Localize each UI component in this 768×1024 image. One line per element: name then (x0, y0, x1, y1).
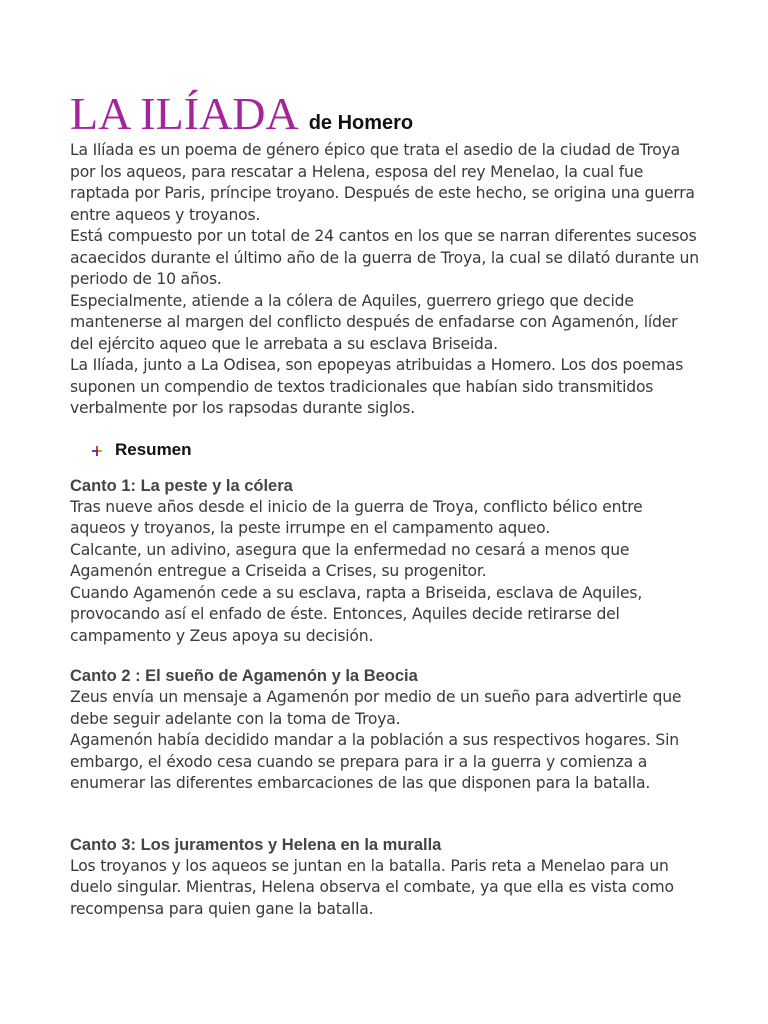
intro-paragraph: La Ilíada, junto a La Odisea, son epopeyas atribuidas a Homero. Los dos poemas suponen un compendio de textos tradicionales que habían sido transmitidos verbalmente por los rapsodas durante siglos. (70, 356, 684, 417)
canto-heading: Canto 1: La peste y la cólera (70, 476, 293, 495)
resumen-label: Resumen (115, 439, 192, 459)
intro-paragraph: Está compuesto por un total de 24 cantos en los que se narran diferentes sucesos acaecidos durante el último año de la guerra de Troya, la cual se dilató durante un periodo de 10 años. (70, 227, 699, 288)
canto-paragraph: Agamenón había decidido mandar a la población a sus respectivos hogares. Sin embargo, el éxodo cesa cuando se prepara para ir a la guerra y comienza a enumerar las diferentes embarcaciones de las que disponen para la batalla. (70, 731, 679, 792)
document-title: LA ILÍADA (70, 88, 299, 139)
bullet-marker-icon (92, 446, 102, 456)
resumen-bullet (70, 437, 700, 463)
intro-paragraph: La Ilíada es un poema de género épico que trata el asedio de la ciudad de Troya por los aqueos, para rescatar a Helena, esposa del rey Menelao, la cual fue raptada por Paris, príncipe troyano. Después de este hecho, se origina una guerra entre aqueos y troyanos. (70, 141, 695, 224)
canto-paragraph: Cuando Agamenón cede a su esclava, rapta a Briseida, esclava de Aquiles, provocando así el enfado de éste. Entonces, Aquiles decide retirarse del campamento y Zeus apoya su decisión. (70, 583, 643, 645)
canto-heading: Canto 3: Los juramentos y Helena en la muralla (70, 835, 442, 854)
document-page (70, 88, 700, 920)
intro-paragraph: Especialmente, atiende a la cólera de Aquiles, guerrero griego que decide mantenerse al margen del conflicto después de enfadarse con Agamenón, líder del ejército aqueo que le arrebata a su esclava Briseida. (70, 291, 678, 353)
canto-paragraph: Los troyanos y los aqueos se juntan en la batalla. Paris reta a Menelao para un duelo singular. Mientras, Helena observa el combate, ya que ella es vista como recompensa para quien gane la batalla. (70, 856, 674, 918)
title-row (70, 88, 700, 140)
canto-paragraph: Tras nueve años desde el inicio de la guerra de Troya, conflicto bélico entre aqueos y troyanos, la peste irrumpe en el campamento aqueo. (70, 497, 643, 537)
canto-paragraph: Zeus envía un mensaje a Agamenón por medio de un sueño para advertirle que debe seguir adelante con la toma de Troya. (70, 688, 682, 728)
canto-paragraph: Calcante, un adivino, asegura que la enfermedad no cesará a menos que Agamenón entregue a Criseida a Crises, su progenitor. (70, 540, 630, 580)
canto-heading: Canto 2 : El sueño de Agamenón y la Beocia (70, 667, 418, 685)
document-subtitle: de Homero (308, 112, 414, 134)
